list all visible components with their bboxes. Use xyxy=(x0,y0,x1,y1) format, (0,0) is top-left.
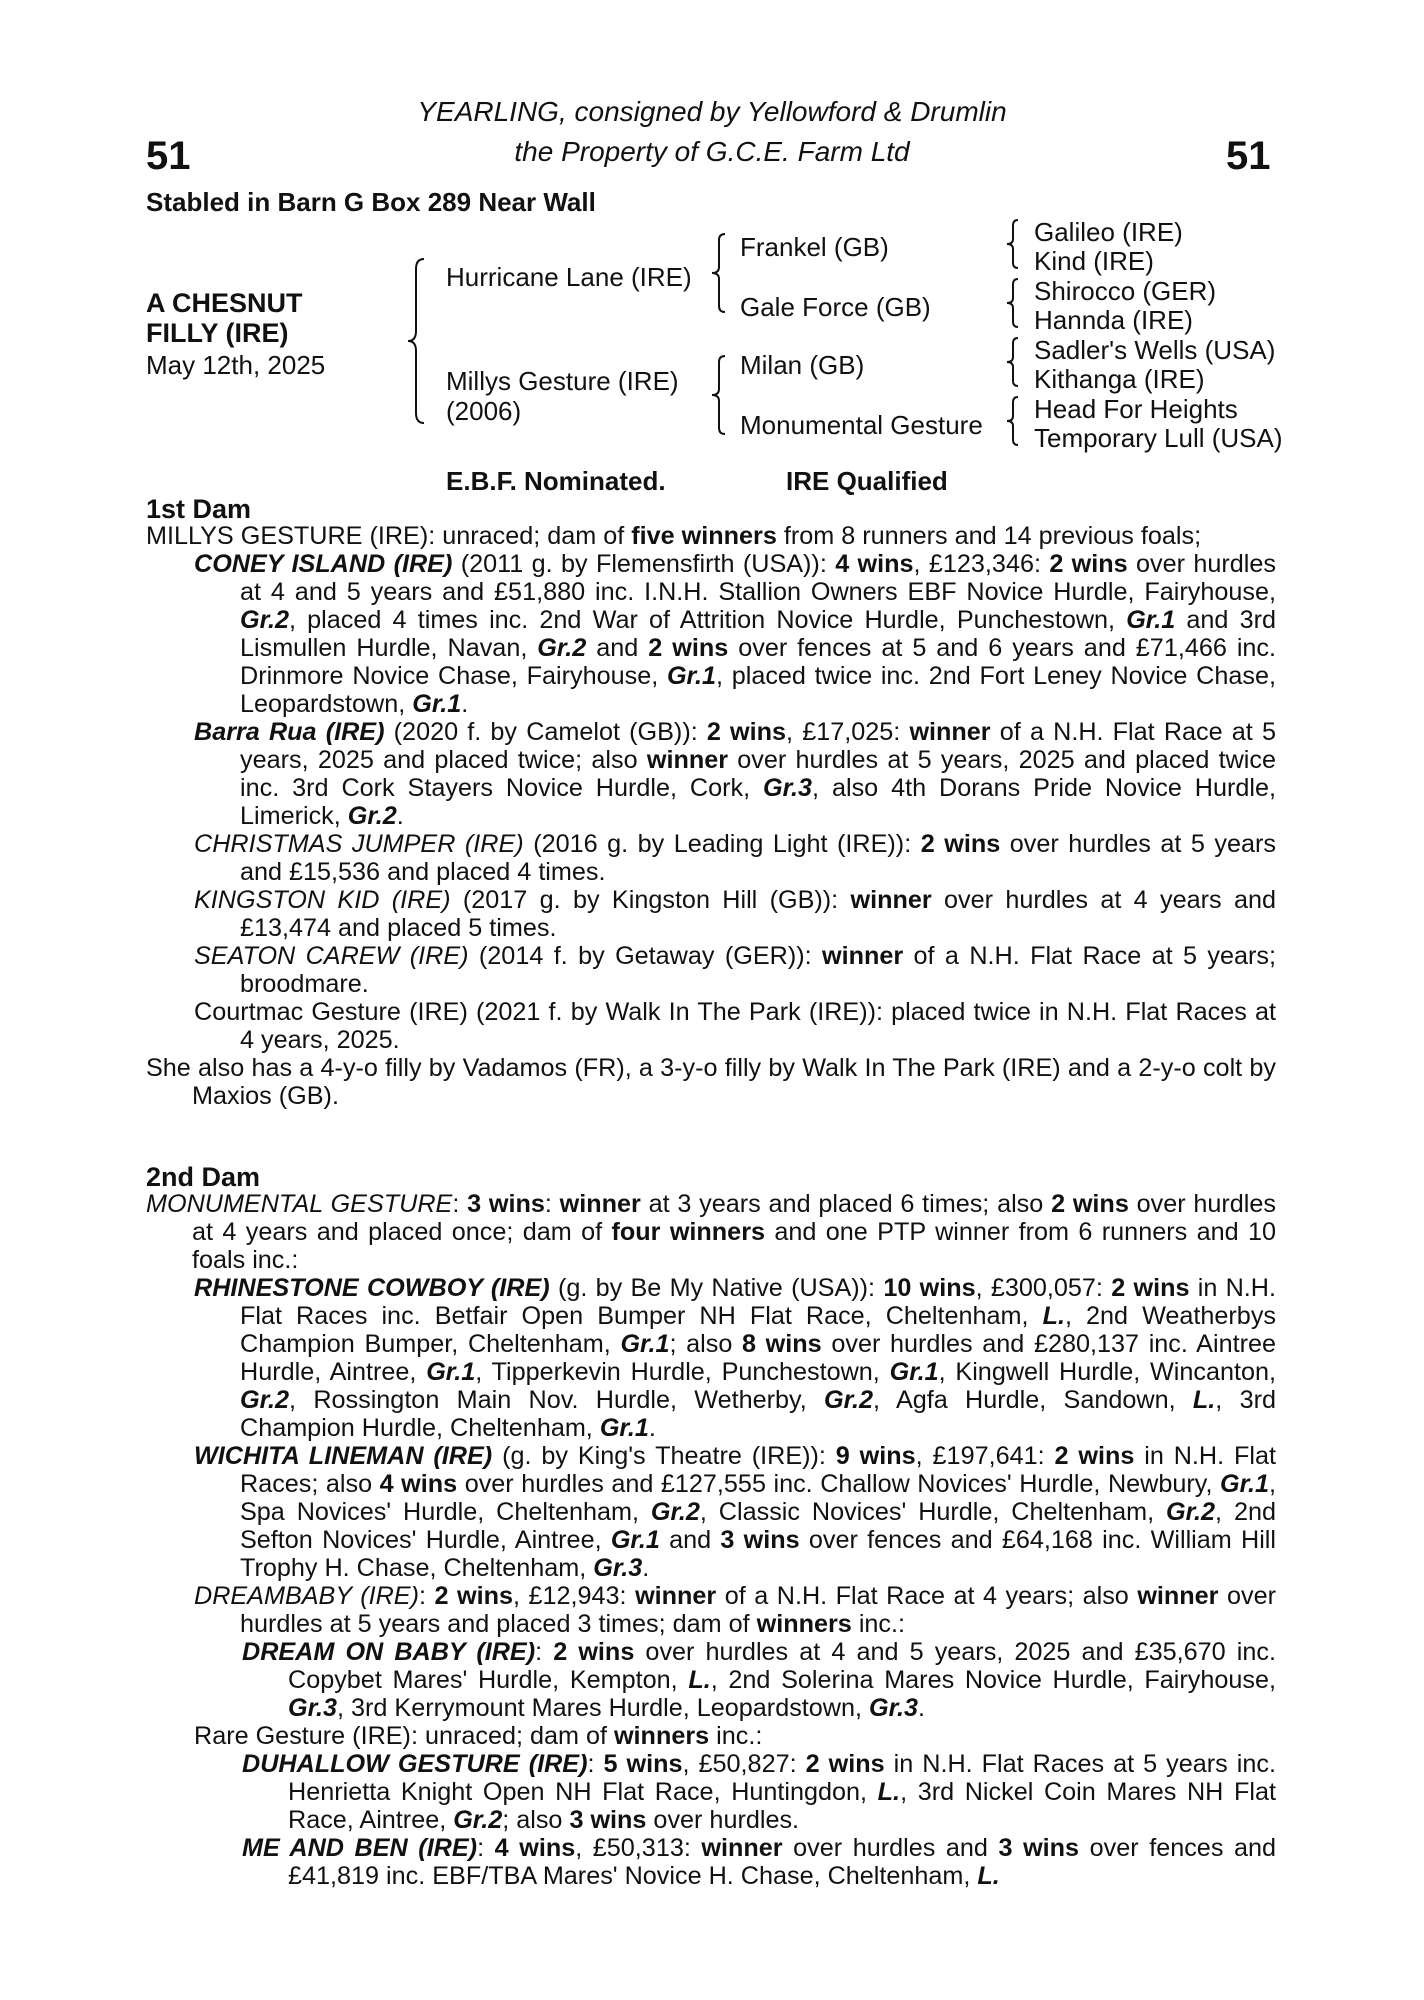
record-highlight: 8 wins xyxy=(742,1330,822,1358)
pedigree-brace-dd xyxy=(1004,395,1020,447)
record-paragraph xyxy=(146,550,1276,718)
record-highlight: L. xyxy=(1192,1386,1216,1414)
lot-description-line-2: FILLY (IRE) xyxy=(146,318,289,348)
record-highlight: Gr.1 xyxy=(412,690,462,718)
record-highlight: DREAM ON BABY (IRE) xyxy=(242,1638,536,1666)
record-highlight: 2 wins xyxy=(706,718,787,746)
record-text: , Tipperkevin Hurdle, Punchestown, xyxy=(475,1358,890,1386)
record-text: , £12,943: xyxy=(513,1582,636,1610)
record-text: over hurdles and xyxy=(782,1834,999,1862)
record-text: inc.: xyxy=(709,1722,763,1750)
record-paragraph xyxy=(146,1638,1276,1722)
record-text: over hurdles at 4 and 5 years and £51,880 inc. I.N.H. Stallion Owners EBF Novice Hurdle, Fairyhouse, xyxy=(240,550,1276,606)
record-highlight: winner xyxy=(909,718,991,746)
record-text: , placed 4 times inc. 2nd War of Attrition Novice Hurdle, Punchestown, xyxy=(289,606,1127,634)
record-text: of a N.H. Flat Race at 5 years, 2025 and placed twice; also xyxy=(240,718,1276,774)
record-text: , £197,641: xyxy=(915,1442,1055,1470)
record-text: over hurdles. xyxy=(646,1806,800,1834)
pedigree-brace-ss xyxy=(1004,218,1020,270)
pedigree-sire-brace xyxy=(707,232,729,314)
record-highlight: 2 wins xyxy=(920,830,1001,858)
record-paragraph xyxy=(146,1190,1276,1274)
record-text: over hurdles at 4 years and £13,474 and placed 5 times. xyxy=(240,886,1276,942)
record-text: inc.: xyxy=(851,1610,906,1638)
record-text: : xyxy=(452,1190,468,1218)
pedigree-dam-sire: Milan (GB) xyxy=(740,350,865,380)
record-text: (g. by King's Theatre (IRE)): xyxy=(492,1442,836,1470)
record-highlight: Gr.2 xyxy=(240,1386,290,1414)
record-highlight: Gr.1 xyxy=(620,1330,670,1358)
record-paragraph xyxy=(146,522,1276,550)
record-text: : xyxy=(535,1638,554,1666)
record-highlight: winners xyxy=(613,1722,710,1750)
record-text: over hurdles and £280,137 inc. Aintree Hurdle, Aintree, xyxy=(240,1330,1276,1386)
record-text: and xyxy=(586,634,649,662)
ire-qualified: IRE Qualified xyxy=(786,466,948,496)
record-text: and xyxy=(659,1526,721,1554)
record-text: over fences and £41,819 inc. EBF/TBA Mares' Novice H. Chase, Cheltenham, xyxy=(288,1834,1277,1890)
record-highlight: 2 wins xyxy=(1111,1274,1190,1302)
record-text: of a N.H. Flat Race at 4 years; also xyxy=(716,1582,1138,1610)
pedigree-sds: Shirocco (GER) xyxy=(1034,276,1217,306)
record-text: in N.H. Flat Races at 5 years inc. Henrietta Knight Open NH Flat Race, Huntingdon, xyxy=(288,1750,1276,1806)
record-paragraph xyxy=(146,718,1276,830)
record-text: and one PTP winner from 6 runners and 10 foals inc.: xyxy=(192,1218,1276,1274)
record-highlight: 9 wins xyxy=(835,1442,916,1470)
record-highlight: Gr.2 xyxy=(537,634,587,662)
record-paragraph xyxy=(146,1054,1276,1110)
pedigree-dsd: Kithanga (IRE) xyxy=(1034,364,1205,394)
record-highlight: winners xyxy=(756,1610,852,1638)
record-highlight: Gr.2 xyxy=(1166,1498,1216,1526)
record-text: over hurdles and £127,555 inc. Challow Novices' Hurdle, Newbury, xyxy=(457,1470,1220,1498)
ebf-nominated: E.B.F. Nominated. xyxy=(446,466,666,496)
record-highlight: 3 wins xyxy=(720,1526,800,1554)
record-text: at 3 years and placed 6 times; also xyxy=(640,1190,1052,1218)
record-text: over hurdles at 5 years and £15,536 and placed 4 times. xyxy=(240,830,1277,886)
record-highlight: RHINESTONE COWBOY (IRE) xyxy=(194,1274,550,1302)
stabling-info: Stabled in Barn G Box 289 Near Wall xyxy=(146,187,596,217)
record-highlight: 3 wins xyxy=(467,1190,545,1218)
record-highlight: Gr.2 xyxy=(650,1498,700,1526)
record-highlight: 2 wins xyxy=(1049,550,1128,578)
record-highlight: L. xyxy=(977,1862,1000,1890)
record-text: (g. by Be My Native (USA)): xyxy=(549,1274,884,1302)
record-highlight: 2 wins xyxy=(648,634,729,662)
record-highlight: 4 wins xyxy=(835,550,914,578)
record-text: , 3rd Champion Hurdle, Cheltenham, xyxy=(240,1386,1276,1442)
record-text: : xyxy=(587,1750,604,1778)
second-dam-heading: 2nd Dam xyxy=(146,1162,261,1192)
record-paragraph xyxy=(146,998,1276,1054)
record-highlight: Barra Rua (IRE) xyxy=(194,718,385,746)
record-highlight: DUHALLOW GESTURE (IRE) xyxy=(242,1750,588,1778)
record-highlight: Gr.3 xyxy=(763,774,813,802)
record-text: , £50,313: xyxy=(575,1834,702,1862)
record-paragraph xyxy=(146,886,1276,942)
pedigree-dds: Head For Heights xyxy=(1034,394,1238,424)
record-highlight: winner xyxy=(559,1190,641,1218)
record-highlight: 3 wins xyxy=(998,1834,1080,1862)
record-highlight: winner xyxy=(635,1582,717,1610)
record-text: ; also xyxy=(669,1330,742,1358)
record-text: , 2nd Weatherbys Champion Bumper, Cheltenham, xyxy=(240,1302,1277,1358)
record-highlight: DREAMBABY (IRE) xyxy=(194,1582,419,1610)
record-text: (2011 g. by Flemensfirth (USA)): xyxy=(452,550,836,578)
pedigree-brace-sd xyxy=(1004,277,1020,329)
pedigree-sire-sire: Frankel (GB) xyxy=(740,232,889,262)
record-highlight: Gr.3 xyxy=(593,1554,643,1582)
record-highlight: Gr.2 xyxy=(453,1806,503,1834)
record-text: (2014 f. by Getaway (GER)): xyxy=(468,942,822,970)
pedigree-sire: Hurricane Lane (IRE) xyxy=(446,262,692,292)
record-text: from 8 runners and 14 previous foals; xyxy=(776,522,1202,550)
record-text: , 3rd Kerrymount Mares Hurdle, Leopardstown, xyxy=(337,1694,869,1722)
record-highlight: 2 wins xyxy=(1051,1190,1129,1218)
record-highlight: Gr.2 xyxy=(240,606,290,634)
record-highlight: 2 wins xyxy=(434,1582,513,1610)
record-text: over hurdles at 4 years and placed once; dam of xyxy=(192,1190,1277,1246)
record-highlight: winner xyxy=(850,886,932,914)
record-text: over hurdles at 5 years, 2025 and placed twice inc. 3rd Cork Stayers Novice Hurdle, Cork, xyxy=(240,746,1276,802)
record-highlight: CONEY ISLAND (IRE) xyxy=(194,550,453,578)
record-paragraph xyxy=(146,1274,1276,1442)
consignor-line-2: the Property of G.C.E. Farm Ltd xyxy=(514,136,910,167)
record-highlight: WICHITA LINEMAN (IRE) xyxy=(194,1442,493,1470)
record-text: of a N.H. Flat Race at 5 years; broodmare. xyxy=(240,942,1276,998)
record-highlight: winner xyxy=(821,942,904,970)
record-text: , Rossington Main Nov. Hurdle, Wetherby, xyxy=(289,1386,825,1414)
record-text: , 3rd Nickel Coin Mares NH Flat Race, Aintree, xyxy=(288,1778,1276,1834)
record-paragraph xyxy=(146,1582,1276,1638)
pedigree-dss: Sadler's Wells (USA) xyxy=(1034,335,1276,365)
record-highlight: 4 wins xyxy=(494,1834,576,1862)
record-highlight: Gr.1 xyxy=(599,1414,649,1442)
record-highlight: 2 wins xyxy=(805,1750,885,1778)
record-text: over fences and £64,168 inc. William Hill Trophy H. Chase, Cheltenham, xyxy=(240,1526,1276,1582)
record-highlight: L. xyxy=(688,1666,711,1694)
record-text: MILLYS GESTURE (IRE): unraced; dam of xyxy=(146,522,632,550)
record-text: : xyxy=(544,1190,560,1218)
lot-number-right: 51 xyxy=(1226,134,1271,178)
record-text: . xyxy=(648,1414,656,1442)
pedigree-dam-brace xyxy=(707,354,729,436)
record-highlight: Gr.3 xyxy=(288,1694,338,1722)
record-text: . xyxy=(642,1554,650,1582)
record-text: , £17,025: xyxy=(786,718,910,746)
record-text: : xyxy=(477,1834,495,1862)
record-text: . xyxy=(918,1694,926,1722)
record-paragraph xyxy=(146,1442,1276,1582)
record-paragraph xyxy=(146,830,1276,886)
pedigree-sss: Galileo (IRE) xyxy=(1034,217,1183,247)
record-text: in N.H. Flat Races; also xyxy=(240,1442,1276,1498)
record-highlight: five winners xyxy=(631,522,777,550)
record-text: . xyxy=(396,802,404,830)
record-highlight: winner xyxy=(1137,1582,1219,1610)
record-text: , 2nd Solerina Mares Novice Hurdle, Fairyhouse, xyxy=(710,1666,1276,1694)
record-highlight: L. xyxy=(877,1778,901,1806)
record-highlight: Gr.2 xyxy=(824,1386,874,1414)
pedigree-sdd: Hannda (IRE) xyxy=(1034,305,1193,335)
record-paragraph xyxy=(146,1834,1276,1890)
record-text: : xyxy=(418,1582,435,1610)
lot-number-left: 51 xyxy=(146,134,191,178)
pedigree-dam: Millys Gesture (IRE) xyxy=(446,366,679,396)
record-text: ; also xyxy=(502,1806,570,1834)
record-highlight: SEATON CAREW (IRE) xyxy=(194,942,469,970)
record-highlight: MONUMENTAL GESTURE xyxy=(146,1190,453,1218)
lot-description-line-1: A CHESNUT xyxy=(146,288,303,318)
record-paragraph xyxy=(146,1750,1276,1834)
record-highlight: Gr.1 xyxy=(1219,1470,1269,1498)
record-text: over hurdles at 4 and 5 years, 2025 and £35,670 inc. Copybet Mares' Hurdle, Kempton, xyxy=(288,1638,1276,1694)
consignor-line-1: YEARLING, consigned by Yellowford & Drumlin xyxy=(417,96,1007,127)
record-highlight: 3 wins xyxy=(569,1806,647,1834)
pedigree-ssd: Kind (IRE) xyxy=(1034,246,1154,276)
record-highlight: ME AND BEN (IRE) xyxy=(242,1834,478,1862)
record-text: , also 4th Dorans Pride Novice Hurdle, Limerick, xyxy=(240,774,1277,830)
record-text: , Agfa Hurdle, Sandown, xyxy=(873,1386,1193,1414)
record-text: Courtmac Gesture (IRE) (2021 f. by Walk In The Park (IRE)): placed twice in N.H. Flat Races at 4 years, 2025. xyxy=(194,998,1276,1054)
record-highlight: KINGSTON KID (IRE) xyxy=(194,886,451,914)
record-text: Rare Gesture (IRE): unraced; dam of xyxy=(194,1722,614,1750)
record-highlight: Gr.1 xyxy=(426,1358,476,1386)
record-highlight: 2 wins xyxy=(1054,1442,1135,1470)
first-dam-heading: 1st Dam xyxy=(146,494,252,524)
pedigree-dam-dam: Monumental Gesture xyxy=(740,410,983,440)
pedigree-sire-dam: Gale Force (GB) xyxy=(740,292,931,322)
record-highlight: Gr.1 xyxy=(610,1526,660,1554)
record-text: , Kingwell Hurdle, Wincanton, xyxy=(938,1358,1276,1386)
record-text: . xyxy=(461,690,469,718)
record-text: , Classic Novices' Hurdle, Cheltenham, xyxy=(699,1498,1167,1526)
foaling-date: May 12th, 2025 xyxy=(146,350,326,380)
record-paragraph xyxy=(146,942,1276,998)
record-paragraph xyxy=(146,1722,1276,1750)
record-highlight: winner xyxy=(646,746,729,774)
record-highlight: 5 wins xyxy=(603,1750,683,1778)
record-highlight: winner xyxy=(701,1834,783,1862)
record-highlight: Gr.3 xyxy=(869,1694,919,1722)
record-text: , 2nd Sefton Novices' Hurdle, Aintree, xyxy=(240,1498,1276,1554)
record-highlight: 4 wins xyxy=(379,1470,458,1498)
record-text: She also has a 4-y-o filly by Vadamos (FR), a 3-y-o filly by Walk In The Park (IRE) and a 2-y-o colt by Maxios (GB). xyxy=(146,1054,1276,1110)
record-highlight: Gr.1 xyxy=(889,1358,939,1386)
second-dam-body xyxy=(146,1190,1276,1890)
record-text: over hurdles at 5 years and placed 3 times; dam of xyxy=(240,1582,1276,1638)
record-text: over fences at 5 and 6 years and £71,466 inc. Drinmore Novice Chase, Fairyhouse, xyxy=(240,634,1277,690)
record-highlight: Gr.1 xyxy=(666,662,716,690)
record-text: in N.H. Flat Races inc. Betfair Open Bumper NH Flat Race, Cheltenham, xyxy=(240,1274,1276,1330)
record-text: , £300,057: xyxy=(975,1274,1112,1302)
pedigree-brace-ds xyxy=(1004,336,1020,388)
record-text: (2017 g. by Kingston Hill (GB)): xyxy=(450,886,851,914)
record-highlight: L. xyxy=(1042,1302,1065,1330)
pedigree-dam-year: (2006) xyxy=(446,396,522,426)
record-highlight: 10 wins xyxy=(883,1274,976,1302)
record-text: , £123,346: xyxy=(913,550,1050,578)
record-text: and 3rd Lismullen Hurdle, Navan, xyxy=(240,606,1276,662)
record-highlight: 2 wins xyxy=(553,1638,635,1666)
record-text: (2020 f. by Camelot (GB)): xyxy=(384,718,707,746)
record-highlight: Gr.1 xyxy=(1126,606,1176,634)
record-text: , placed twice inc. 2nd Fort Leney Novice Chase, Leopardstown, xyxy=(240,662,1276,718)
record-highlight: four winners xyxy=(611,1218,765,1246)
record-text: (2016 g. by Leading Light (IRE)): xyxy=(523,830,921,858)
pedigree-ddd: Temporary Lull (USA) xyxy=(1034,423,1283,453)
record-text: , £50,827: xyxy=(682,1750,806,1778)
first-dam-body xyxy=(146,522,1276,1110)
record-highlight: CHRISTMAS JUMPER (IRE) xyxy=(194,830,524,858)
pedigree-main-brace xyxy=(404,257,428,425)
record-highlight: Gr.2 xyxy=(347,802,397,830)
record-text: , Spa Novices' Hurdle, Cheltenham, xyxy=(240,1470,1276,1526)
